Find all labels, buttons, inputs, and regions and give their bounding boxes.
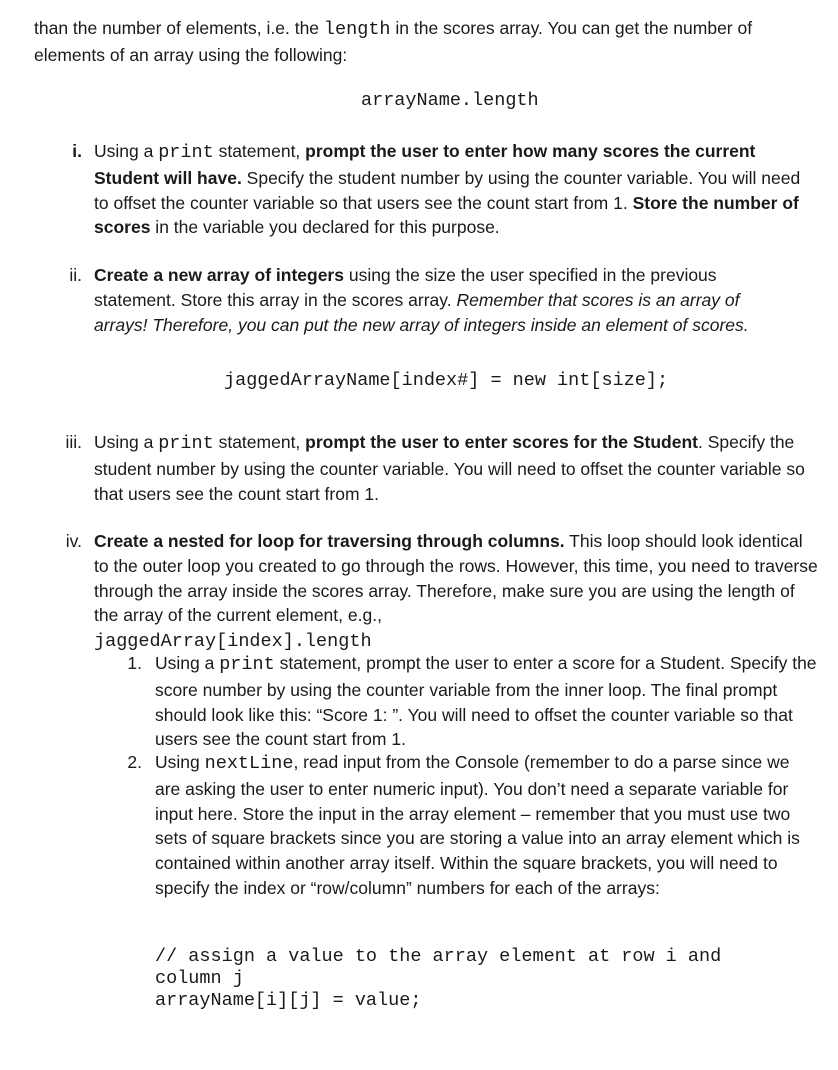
sublist-marker-2: 2. (127, 752, 142, 772)
list-item-iv: Create a nested for loop for traversing through columns. This loop should look identical to the outer loop you created to go through the rows. However, this time, you need to traverse through the array inside the scores array. Therefore, make sure you are using the length of the array of the current element, e.g., jaggedArray[index].length (94, 531, 818, 653)
sublist-marker-1: 1. (127, 653, 142, 673)
inline-code-print: print (219, 654, 275, 675)
code-assign-element (155, 946, 721, 1012)
inline-code-nextline: nextLine (204, 753, 294, 774)
list-marker-ii: ii. (69, 265, 82, 285)
list-marker-i: i. (72, 141, 82, 161)
code-jagged-array: jaggedArrayName[index#] = new int[size]; (224, 370, 669, 391)
intro-paragraph: than the number of elements, i.e. the length in the scores array. You can get the number of elements of an array using the following: (34, 18, 753, 65)
list-item-ii: Create a new array of integers using the size the user specified in the previous statement. Store this array in the scores array. Remember that scores is an array of arrays! Therefore, you can put the new array of integers inside an element of scores. (94, 265, 749, 335)
list-item-iii: Using a print statement, prompt the user to enter scores for the Student. Specify the student number by using the counter variable. You will need to offset the counter variable so that users see the count start from 1. (94, 432, 805, 504)
list-item-i: Using a print statement, prompt the user to enter how many scores the current Student will have. Specify the student number by using the counter variable. You will need to offset the counter variable so that users see the count start from 1. Store the number of scores in the variable you declared for this purpose. (94, 141, 801, 238)
list-marker-iii: iii. (65, 432, 82, 452)
inline-code-print: print (158, 433, 214, 454)
sublist-item-2: Using nextLine, read input from the Console (remember to do a parse since we are asking the user to enter numeric input). You don’t need a separate variable for input here. Store the input in the array element – remember that you must use two sets of square brackets since you are storing a value into an array element which is contained within another array itself. Within the square brackets, you will need to specify the index or “row/column” numbers for each of the arrays: (155, 752, 800, 898)
code-line-2: column j (155, 968, 244, 989)
inline-code-jagged-length: jaggedArray[index].length (94, 631, 372, 653)
inline-code-length: length (323, 19, 391, 40)
inline-code-print: print (158, 142, 214, 163)
code-line-1: // assign a value to the array element at row i and (155, 946, 722, 967)
code-array-length: arrayName.length (361, 90, 539, 111)
code-line-3: arrayName[i][j] = value; (155, 990, 422, 1011)
sublist-item-1: Using a print statement, prompt the user to enter a score for a Student. Specify the score number by using the counter variable from the inner loop. The final prompt should look like this: “Score 1: ”. You will need to offset the counter variable so that users see the count start from 1. (155, 653, 817, 750)
list-marker-iv: iv. (65, 531, 82, 551)
